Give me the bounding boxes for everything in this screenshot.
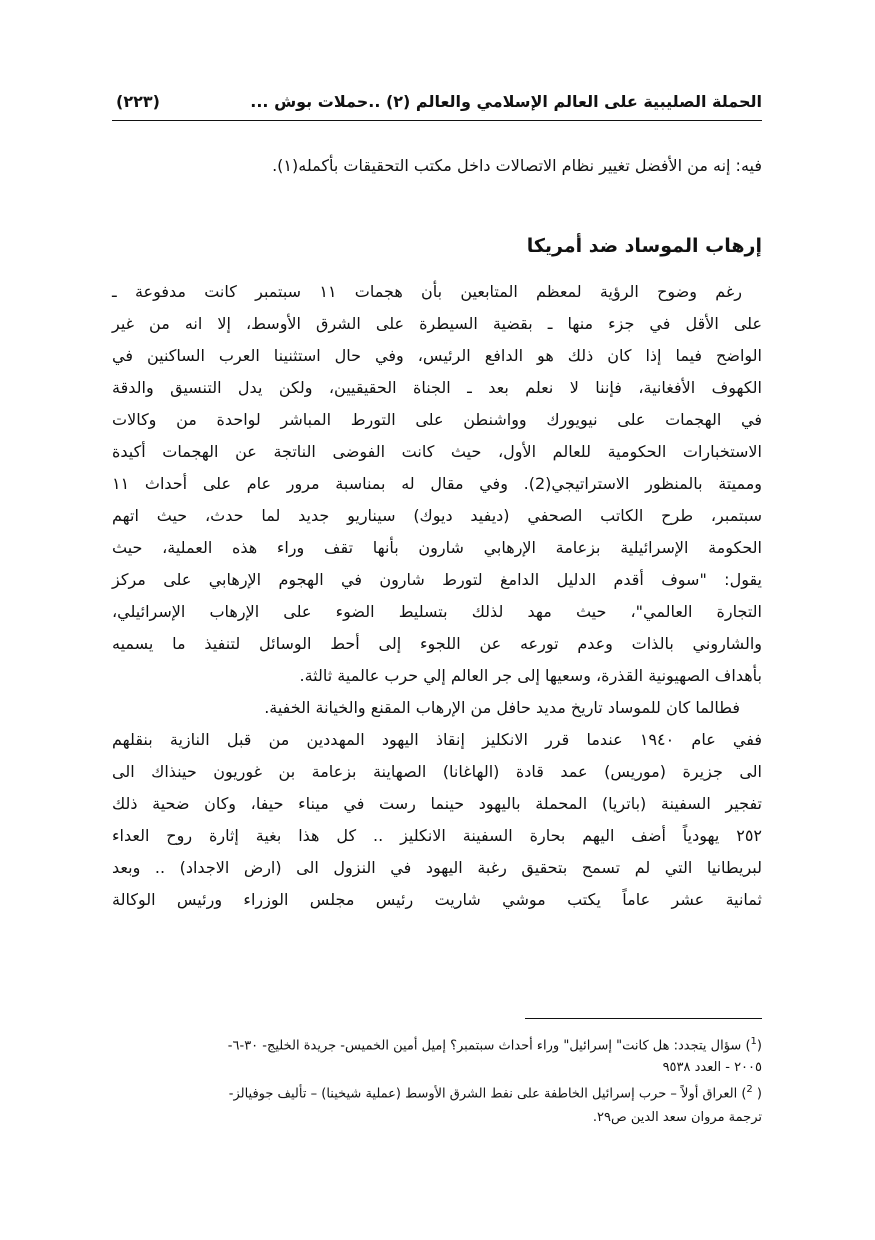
page-number: (٢٢٣) [116, 92, 160, 111]
footnote-2: ( $^2$) العراق أولاً – حرب إسرائيل الخاطفة على نفط الشرق الأوسط (عملية شيخينا) – تأليف جوفيالز- [228, 1084, 762, 1102]
paragraph-line: تفجير السفينة (باتريا) المحملة باليهود حينما رست في ميناء حيفا، وكان ضحية ذلك [112, 794, 762, 813]
paragraph-line: لبريطانيا التي لم تسمح بتحقيق رغبة اليهود في النزول الى (ارض الاجداد) .. وبعد [112, 858, 762, 877]
paragraph-line: ثمانية عشر عاماً يكتب موشي شاريت رئيس مجلس الوزراء ورئيس الوكالة [112, 890, 762, 909]
paragraph-line: بأهداف الصهيونية القذرة، وسعيها إلى جر العالم إلي حرب عالمية ثالثة. [299, 666, 762, 685]
footnote-1-continuation: ٢٠٠٥ - العدد ٩٥٣٨ [662, 1060, 762, 1075]
paragraph-line: ٢٥٢ يهودياً أضف اليهم بحارة السفينة الانكليز .. كل هذا بغية إثارة روح العداء [112, 826, 762, 845]
section-heading: إرهاب الموساد ضد أمريكا [526, 235, 762, 257]
running-title: الحملة الصليبية على العالم الإسلامي والعالم (٢) ..حملات بوش ... [250, 92, 762, 111]
paragraph-line: الاستخبارات الحكومية للعالم الأول، حيث كانت الفوضى الناتجة عن الهجمات أكيدة [112, 442, 762, 461]
paragraph-line: في الهجمات على نيويورك وواشنطن على التورط المباشر لواحدة من وكالات [112, 410, 762, 429]
paragraph-line: فطالما كان للموساد تاريخ مديد حافل من الإرهاب المقنع والخيانة الخفية. [264, 698, 740, 717]
footnote-text: العراق أولاً – حرب إسرائيل الخاطفة على نفط الشرق الأوسط (عملية شيخينا) – تأليف جوفيالز- [228, 1086, 738, 1102]
paragraph-line: يقول: "سوف أقدم الدليل الدامغ لتورط شارون في الهجوم الإرهابي على مركز [112, 570, 762, 589]
paragraph-line: على الأقل في جزء منها ـ بقضية السيطرة على الشرق الأوسط، إلا انه من غير [112, 314, 762, 333]
paragraph-line: سبتمبر، طرح الكاتب الصحفي (ديفيد ديوك) سيناريو جديد لما حدث، حيث اتهم [112, 506, 762, 525]
footnote-1: ($^1$) سؤال يتجدد: هل كانت" إسرائيل" وراء أحداث سبتمبر؟ إميل أمين الخميس- جريدة الخليج- ٣٠-٦- [227, 1036, 762, 1054]
footnote-2-continuation: ترجمة مروان سعد الدين ص٢٩. [592, 1110, 762, 1125]
footnote-marker: 1 [750, 1036, 757, 1047]
paragraph-line: الكهوف الأفغانية، فإننا لا نعلم بعد ـ الجناة الحقيقيين، ولكن يدل التنسيق والدقة [112, 378, 762, 397]
paragraph-line: ففي عام ١٩٤٠ عندما قرر الانكليز إنقاذ اليهود المهددين من قبل النازية بنقلهم [112, 730, 762, 749]
paragraph-line: الى جزيرة (موريس) عمد قادة (الهاغانا) الصهاينة بزعامة بن غوريون حينذاك الى [112, 762, 762, 781]
paragraph-line: والشاروني بالذات وعدم تورعه عن اللجوء إلى أحط الوسائل لتنفيذ ما يسميه [112, 634, 762, 653]
paragraph-line: الواضح فيما إذا كان ذلك هو الدافع الرئيس، وفي حال استثنينا العرب الساكنين في [112, 346, 762, 365]
paragraph-line: التجارة العالمي"، حيث مهد لذلك بتسليط الضوء على الإرهاب الإسرائيلي، [112, 602, 762, 621]
paragraph-line: ومميتة بالمنظور الاستراتيجي(2). وفي مقال له بمناسبة مرور عام على أحداث ١١ [112, 474, 763, 493]
footnote-text: سؤال يتجدد: هل كانت" إسرائيل" وراء أحداث سبتمبر؟ إميل أمين الخميس- جريدة الخليج- ٣٠-٦- [227, 1038, 742, 1054]
footnote-marker: 2 [746, 1084, 753, 1095]
footnote-separator [525, 1018, 762, 1019]
paragraph-line: الحكومة الإسرائيلية بزعامة الإرهابي شارون بأنها تقف وراء هذه العملية، حيث [112, 538, 762, 557]
page-header [112, 86, 762, 121]
intro-line: فيه: إنه من الأفضل تغيير نظام الاتصالات داخل مكتب التحقيقات بأكمله(١). [272, 156, 762, 175]
paragraph-line: رغم وضوح الرؤية لمعظم المتابعين بأن هجمات ١١ سبتمبر كانت مدفوعة ـ [112, 282, 742, 301]
